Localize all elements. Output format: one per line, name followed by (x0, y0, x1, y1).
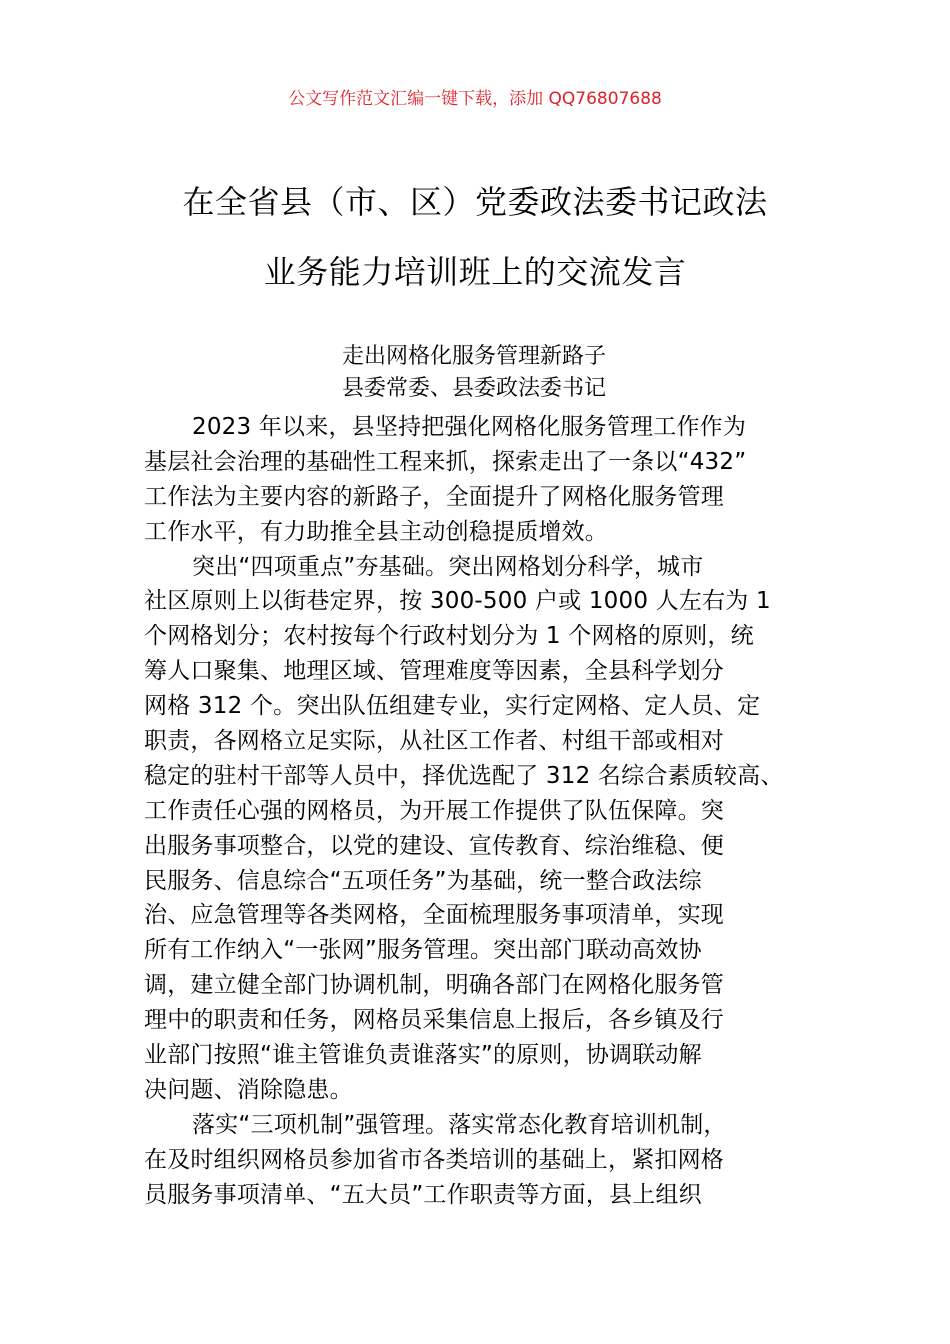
document-title-line-1: 在全省县（市、区）党委政法委书记政法 (182, 183, 768, 221)
paragraph-3-line: 落实“三项机制”强管理。落实常态化教育培训机制， (192, 1111, 727, 1138)
download-promo-banner: 公文写作范文汇编一键下载，添加 QQ76807688 (288, 89, 662, 109)
paragraph-2-line: 所有工作纳入“一张网”服务管理。突出部门联动高效协 (144, 937, 702, 964)
paragraph-2-line: 职责，各网格立足实际，从社区工作者、村组干部或相对 (144, 728, 724, 755)
speaker-position: 县委常委、县委政法委书记 (342, 376, 607, 401)
paragraph-2-line: 民服务、信息综合“五项任务”为基础，统一整合政法综 (144, 867, 702, 894)
paragraph-2-line: 突出“四项重点”夯基础。突出网格划分科学，城市 (192, 553, 704, 580)
paragraph-1-line: 工作水平，有力助推全县主动创稳提质增效。 (144, 518, 608, 545)
paragraph-2-line: 筹人口聚集、地理区域、管理难度等因素，全县科学划分 (144, 658, 724, 685)
paragraph-2-line: 调，建立健全部门协调机制，明确各部门在网格化服务管 (144, 972, 724, 999)
paragraph-3-line: 在及时组织网格员参加省市各类培训的基础上，紧扣网格 (144, 1146, 724, 1173)
paragraph-2-line: 个网格划分；农村按每个行政村划分为 1 个网格的原则，统 (144, 623, 754, 650)
paragraph-2-line: 决问题、消除隐患。 (144, 1076, 353, 1103)
paragraph-2-line: 治、应急管理等各类网格，全面梳理服务事项清单，实现 (144, 902, 724, 929)
paragraph-2-line: 工作责任心强的网格员，为开展工作提供了队伍保障。突 (144, 797, 724, 824)
paragraph-2-line: 业部门按照“谁主管谁负责谁落实”的原则，协调联动解 (144, 1042, 702, 1069)
paragraph-3-line: 员服务事项清单、“五大员”工作职责等方面，县上组织 (144, 1181, 702, 1208)
document-title-line-2: 业务能力培训班上的交流发言 (263, 253, 687, 291)
document-body (144, 410, 814, 1212)
paragraph-1-line: 工作法为主要内容的新路子，全面提升了网格化服务管理 (144, 483, 724, 510)
paragraph-2-line: 出服务事项整合，以党的建设、宣传教育、综治维稳、便 (144, 832, 724, 859)
paragraph-1-line: 2023 年以来，县坚持把强化网格化服务管理工作作为 (192, 414, 747, 440)
paragraph-2-line: 社区原则上以街巷定界，按 300-500 户或 1000 人左右为 1 (144, 588, 771, 615)
paragraph-2-line: 理中的职责和任务，网格员采集信息上报后，各乡镇及行 (144, 1007, 724, 1034)
paragraph-2-line: 网格 312 个。突出队伍组建专业，实行定网格、定人员、定 (144, 693, 761, 720)
paragraph-2-line: 稳定的驻村干部等人员中，择优选配了 312 名综合素质较高、 (144, 762, 784, 789)
speech-topic: 走出网格化服务管理新路子 (342, 344, 607, 369)
paragraph-1-line: 基层社会治理的基础性工程来抓，探索走出了一条以“432” (144, 448, 747, 475)
